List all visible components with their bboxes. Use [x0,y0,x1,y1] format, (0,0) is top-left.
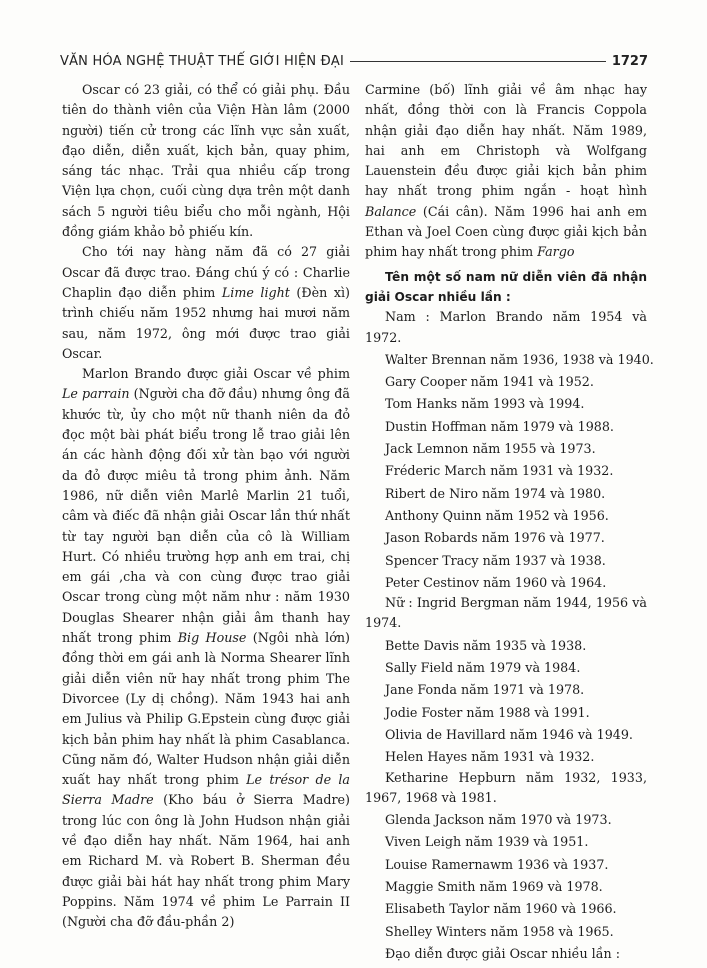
page-number: 1727 [611,53,648,69]
text-run: (Đèn xì) trình chiếu năm 1952 nhưng hai mươi năm sau, năm 1972, ông mới được trao giải Oscar. [62,284,350,361]
film-title: Balance [365,203,417,219]
female-list-continued [365,810,647,964]
text-run: (Cái cân). Năm 1996 hai anh em Ethan và Joel Coen cùng được giải kịch bản phim hay nhất trong phim [365,203,647,260]
section-heading: Tên một số nam nữ diễn viên đã nhận giải Oscar nhiều lần : [365,269,647,304]
text-run: (Người cha đỡ đầu) nhưng ông đã khước từ, ủy cho một nữ thanh niên da đỏ đọc một bài phát biểu trong lễ trao giải lên án các hành động đối xử tàn bạo với người da đỏ được miêu tả trong phim ảnh. Năm 1986, nữ diễn viên Marlê Marlin 21 tuổi, câm và điếc đã nhận giải Oscar lần thứ nhất từ tay người bạn diễn của cô là William Hurt. Có nhiều trường hợp anh em trai, chị em gái ,cha và con cùng được trao giải Oscar trong cùng một năm như : năm 1930 Douglas Shearer nhận giải âm thanh hay nhất trong phim [62,386,350,646]
list-item: Peter Cestinov năm 1960 và 1964. [385,574,607,590]
list-item: Fréderic March năm 1931 và 1932. [385,463,614,479]
list-item: Shelley Winters năm 1958 và 1965. [385,923,614,939]
left-column [62,80,350,932]
list-item: Viven Leigh năm 1939 và 1951. [385,834,589,850]
paragraph-chaplin [62,242,350,364]
list-item: Glenda Jackson năm 1970 và 1973. [385,812,612,828]
list-item: Ribert de Niro năm 1974 và 1980. [385,485,606,501]
list-item: Jack Lemnon năm 1955 và 1973. [385,441,596,457]
list-item: Sally Field năm 1979 và 1984. [385,660,581,676]
film-title: Lime light [221,284,290,300]
list-item: Bette Davis năm 1935 và 1938. [385,637,587,653]
list-item: Jane Fonda năm 1971 và 1978. [385,682,585,698]
film-title: Le trésor de la Sierra Madre [62,772,350,808]
list-item: Helen Hayes năm 1931 và 1932. [385,749,595,765]
list-item: Anthony Quinn năm 1952 và 1956. [385,507,609,523]
text-run: (Ngôi nhà lớn) đồng thời em gái anh là Norma Shearer lĩnh giải diễn viên nữ hay nhất trong phim The Divorcee (Ly dị chồng). Năm 1943 hai anh em Julius và Philip G.Epstein cùng được giải kịch bản phim hay nhất là phim Casablanca. Cũng năm đó, Walter Hudson nhận giải diễn xuất hay nhất trong phim [62,630,350,788]
male-intro: Nam : Marlon Brando năm 1954 và 1972. [365,309,647,345]
paragraph-brando [62,364,350,932]
text-run: (Kho báu ở Sierra Madre) trong lúc con ông là John Hudson nhận giải về đạo diễn hay nhất. Năm 1964, hai anh em Richard M. và Robert B. Sherman đều được giải bài hát hay nhất trong phim Mary Poppins. Năm 1974 về phim Le Parrain II (Người cha đỡ đầu-phần 2) [62,792,350,930]
directors-heading: Đạo diễn được giải Oscar nhiều lần : [385,945,620,961]
film-title: Fargo [537,244,575,260]
list-item: Dustin Hoffman năm 1979 và 1988. [385,418,614,434]
film-title: Le parrain [62,386,130,402]
list-item: Gary Cooper năm 1941 và 1952. [385,374,594,390]
text-run: Carmine (bố) lĩnh giải về âm nhạc hay nhất, đồng thời con là Francis Coppola nhận giải đạo diễn hay nhất. Năm 1989, hai anh em Christoph và Wolfgang Lauenstein đều được giải kịch bản phim hay nhất trong phim ngắn - hoạt hình [365,82,647,199]
header-title: VĂN HÓA NGHỆ THUẬT THẾ GIỚI HIỆN ĐẠI [60,53,345,69]
running-header [60,50,648,72]
header-rule [350,61,606,62]
right-column [365,80,654,964]
list-item: Olivia de Havillard năm 1946 và 1949. [385,726,633,742]
hepburn-entry: Ketharine Hepburn năm 1932, 1933, 1967, 1968 và 1981. [365,769,647,805]
list-item: Jodie Foster năm 1988 và 1991. [385,704,590,720]
text-run: Cho tới nay hàng năm đã có 27 giải Oscar đã được trao. Đáng chú ý có : Charlie Chaplin đạo diễn phim [62,244,350,300]
film-title: Big House [177,630,247,646]
list-item: Walter Brennan năm 1936, 1938 và 1940. [385,351,654,367]
list-item: Maggie Smith năm 1969 và 1978. [385,878,603,894]
paragraph-oscar-intro: Oscar có 23 giải, có thể có giải phụ. Đầu tiên do thành viên của Viện Hàn lâm (2000 người) tiến cử trong các lĩnh vực sản xuất, đạo diễn, diễn xuất, kịch bản, quay phim, sáng tác nhạc. Trải qua nhiều cấp trong Viện lựa chọn, cuối cùng dựa trên một danh sách 5 người tiêu biểu cho mỗi ngành, Hội đồng giám khảo bỏ phiếu kín. [62,82,350,240]
list-item: Louise Ramernawm 1936 và 1937. [385,856,609,872]
paragraph-continued [365,80,647,263]
male-list [365,350,654,593]
list-item: Jason Robards năm 1976 và 1977. [385,530,605,546]
list-item: Elisabeth Taylor năm 1960 và 1966. [385,901,617,917]
female-list [365,636,647,768]
female-intro: Nữ : Ingrid Bergman năm 1944, 1956 và 1974. [365,595,647,631]
list-item: Tom Hanks năm 1993 và 1994. [385,396,585,412]
text-run: Marlon Brando được giải Oscar về phim [82,366,350,382]
list-item: Spencer Tracy năm 1937 và 1938. [385,552,606,568]
